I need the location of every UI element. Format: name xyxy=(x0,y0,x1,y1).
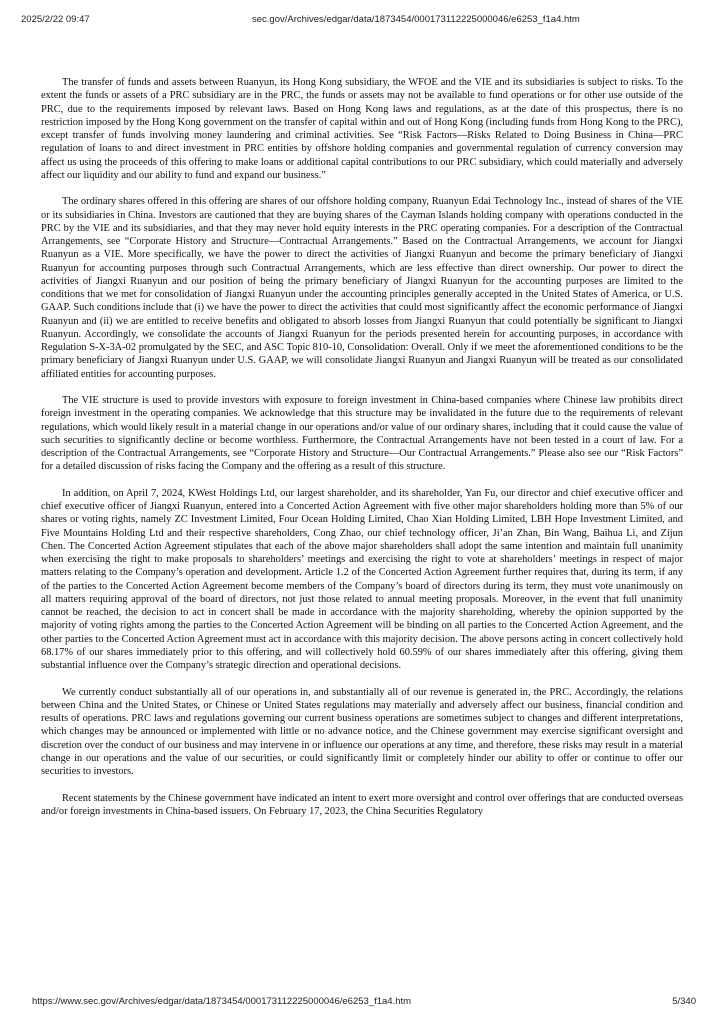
paragraph-fund-transfer: The transfer of funds and assets between Ruanyun, its Hong Kong subsidiary, the WFOE and the VIE and its subsidiaries is subject to risks. To the extent the funds or assets of a PRC subsidiary are in the PRC, the funds or assets may not be available to fund operations or for other use outside of the PRC, due to the requirements imposed by relevant laws. Based on Hong Kong laws and regulations, as at the date of this prospectus, there is no restriction imposed by the Hong Kong government on the transfer of capital within and out of Hong Kong (including funds from Hong Kong to the PRC), except transfer of funds involving money laundering and criminal activities. See “Risk Factors—Risks Related to Doing Business in China—PRC regulation of loans to and direct investment in PRC entities by offshore holding companies and governmental regulation of currency conversion may affect us using the proceeds of this offering to make loans or additional capital contributions to our PRC subsidiary, which could materially and adversely affect our liquidity and our ability to fund and expand our business.” xyxy=(41,77,683,181)
print-datetime: 2025/2/22 09:47 xyxy=(21,14,90,25)
paragraph-concerted-action: In addition, on April 7, 2024, KWest Holdings Ltd, our largest shareholder, and its shareholder, Yan Fu, our director and chief executive officer and chief executive officer of Jiangxi Ruanyun, entered into a Concerted Action Agreement with five other major shareholders holding more than 5% of our shares or voting rights, namely ZC Investment Limited, Four Ocean Holding Limited, Chao Xian Holding Limited, LBH Hope Investment Limited, and Five Mountains Holding Ltd and their respective shareholders, Cong Zhao, our chief technology officer, Ji’an Zhan, Bin Wang, Baihua Li, and Zijun Chen. The Concerted Action Agreement stipulates that each of the above major shareholders shall adopt the same intention and maintain full unanimity when exercising the right to make proposals to shareholders’ meetings and exercising the right to vote at shareholders’ meetings in respect of major matters relating to the Company’s operation and development. Article 1.2 of the Concerted Action Agreement further requires that, during its term, if any of the parties to the Concerted Action Agreement become members of the Company’s board of directors during its term, they must vote unanimously on all matters requiring approval of the board of directors, not just those related to annual meeting proposals. Moreover, in the event that full unanimity cannot be reached, the decision to act in concert shall be made in accordance with the majority shareholding, whereby the opinion supported by the majority of voting rights among the parties to the Concerted Action Agreement will be binding on all parties to the Concerted Action Agreement, and the other parties to the Concerted Action Agreement must act in accordance with this majority decision. The above persons acting in concert collectively hold 68.17% of our shares immediately prior to this offering, and will collectively hold 60.59% of our shares immediately after this offering, giving them substantial influence over the Company’s strategic direction and operational decisions. xyxy=(41,487,683,672)
paragraph-vie-structure: The VIE structure is used to provide investors with exposure to foreign investment in China-based companies where Chinese law prohibits direct foreign investment in the operating companies. We acknowledge that this structure may be invalidated in the future due to the requirements of relevant regulations, which would likely result in a material change in our operations and/or value of our ordinary shares, including that it could cause the value of such securities to significantly decline or become worthless. Furthermore, the Contractual Arrangements have not been tested in a court of law. For a description of the Contractual Arrangements, see “Corporate History and Structure—Our Contractual Arrangements.” Please also see our “Risk Factors” for a detailed discussion of risks facing the Company and the offering as a result of this structure. xyxy=(41,395,683,473)
print-header xyxy=(0,14,724,28)
paragraph-recent-statements: Recent statements by the Chinese government have indicated an intent to exert more oversight and control over offerings that are conducted overseas and/or foreign investments in China-based issuers. On February 17, 2023, the China Securities Regulatory xyxy=(41,792,683,817)
print-header-url: sec.gov/Archives/edgar/data/1873454/000173112225000046/e6253_f1a4.htm xyxy=(252,14,580,25)
paragraph-prc-operations: We currently conduct substantially all of our operations in, and substantially all of our revenue is generated in, the PRC. Accordingly, the relations between China and the United States, or Chinese or United States regulations may materially and adversely affect our business, financial condition and results of operations. PRC laws and regulations governing our current business operations are sometimes subject to changes and different interpretations, which changes may be announced or implemented with little or no advance notice, and the Chinese government may exercise significant oversight and discretion over the conduct of our business and may intervene in or influence our operations at any time, and therefore, these risks may result in a material change in our operations and the value of our securities, or could significantly limit or completely hinder our ability to offer or continue to offer our securities to investors. xyxy=(41,686,683,778)
paragraph-ordinary-shares: The ordinary shares offered in this offering are shares of our offshore holding company, Ruanyun Edai Technology Inc., instead of shares of the VIE or its subsidiaries in China. Investors are cautioned that they are buying shares of the Cayman Islands holding company with operations conducted in the PRC by the VIE and its subsidiaries, and that they may never hold equity interests in the PRC operating companies. For a description of the Contractual Arrangements, see “Corporate History and Structure—Contractual Arrangements.” Based on the Contractual Arrangements, we account for Jiangxi Ruanyun as a VIE. More specifically, we have the power to direct the activities of Jiangxi Ruanyun and become the primary beneficiary of Jiangxi Ruanyun for accounting purposes through such Contractual Arrangements, which are less effective than direct ownership. Our power to direct the activities of Jiangxi Ruanyun and our position of being the primary beneficiary of Jiangxi Ruanyun for the accounting purposes are limited to the conditions that we met for consolidation of Jiangxi Ruanyun under the accounting principles generally accepted in the United States of America, or U.S. GAAP. Such conditions include that (i) we have the power to direct the activities that could most significantly affect the economic performance of Jiangxi Ruanyun and (ii) we are entitled to receive benefits and obligated to absorb losses from Jiangxi Ruanyun that could potentially be significant to Jiangxi Ruanyun. Accordingly, we consolidate the accounts of Jiangxi Ruanyun for the periods presented herein for accounting purposes, in accordance with Regulation S-X-3A-02 promulgated by the SEC, and ASC Topic 810-10, Consolidation: Overall. Only if we meet the aforementioned conditions to be the primary beneficiary of Jiangxi Ruanyun under U.S. GAAP, we will consolidate Jiangxi Ruanyun and Jiangxi Ruanyun will be treated as our consolidated affiliated entities for accounting purposes. xyxy=(41,196,683,380)
print-footer xyxy=(0,996,724,1010)
page-number: 5/340 xyxy=(672,996,696,1007)
document-body xyxy=(41,76,683,832)
print-footer-url: https://www.sec.gov/Archives/edgar/data/1873454/000173112225000046/e6253_f1a4.htm xyxy=(32,996,412,1007)
